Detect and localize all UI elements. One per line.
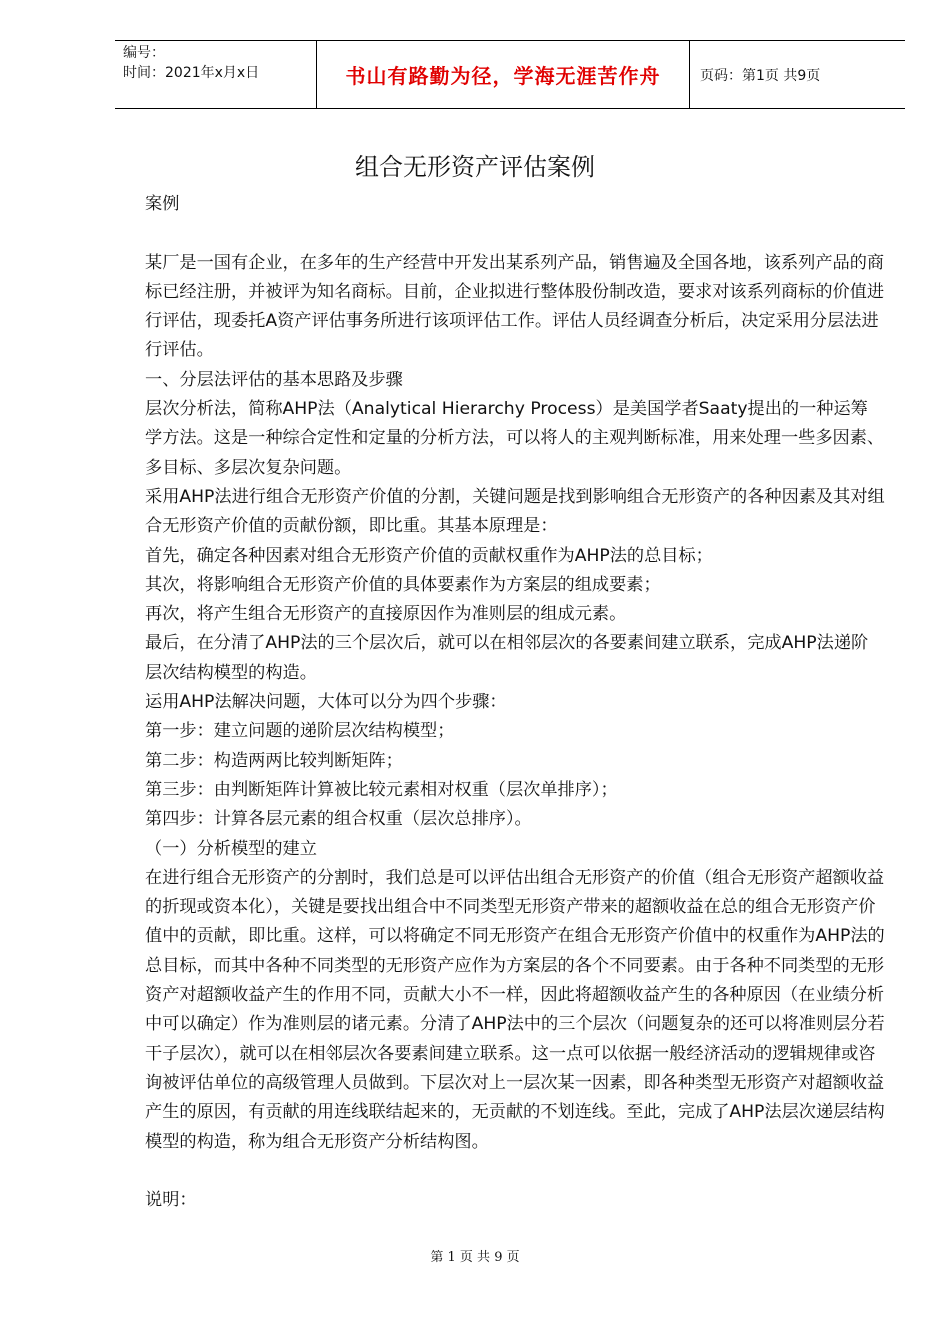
- paragraph: 其次，将影响组合无形资产价值的具体要素作为方案层的组成要素；: [145, 574, 661, 595]
- header-page-number: 页码：第1页 共9页: [700, 67, 821, 84]
- paragraph: 案例: [145, 194, 180, 214]
- paragraph: 运用AHP法解决问题，大体可以分为四个步骤：: [145, 692, 507, 713]
- header-meta: [115, 41, 316, 108]
- header-motto: 书山有路勤为径，学海无涯苦作舟: [316, 41, 690, 108]
- paragraph: 采用AHP法进行组合无形资产价值的分割，关键问题是找到影响组合无形资产的各种因素及其对组合无形资产价值的贡献份额，即比重。其基本原理是：: [145, 486, 885, 537]
- page-header: [115, 40, 905, 109]
- paragraph: 最后，在分清了AHP法的三个层次后，就可以在相邻层次的各要素间建立联系，完成AHP法递阶层次结构模型的构造。: [145, 633, 869, 683]
- paragraph: 首先，确定各种因素对组合无形资产价值的贡献权重作为AHP法的总目标；: [145, 545, 713, 566]
- document-number: 编号：: [123, 45, 165, 61]
- paragraph: 在进行组合无形资产的分割时，我们总是可以评估出组合无形资产的价值（组合无形资产超额收益的折现或资本化），关键是要找出组合中不同类型无形资产带来的超额收益在总的组合无形资产价值中的贡献，即比重。这样，可以将确定不同无形资产在组合无形资产价值中的权重作为AHP法的总目标，而其中各种不同类型的无形资产应作为方案层的各个不同要素。由于各种不同类型的无形资产对超额收益产生的作用不同，贡献大小不一样，因此将超额收益产生的各种原因（在业绩分析中可以确定）作为准则层的诸元素。分清了AHP法中的三个层次（问题复杂的还可以将准则层分若干子层次），就可以在相邻层次各要素间建立联系。这一点可以依据一般经济活动的逻辑规律或咨询被评估单位的高级管理人员做到。下层次对上一层次某一因素，即各种类型无形资产对超额收益产生的原因，有贡献的用连线联结起来的，无贡献的不划连线。至此，完成了AHP法层次递层结构模型的构造，称为组合无形资产分析结构图。: [145, 867, 885, 1152]
- section-heading: 一、分层法评估的基本思路及步骤: [145, 369, 403, 390]
- list-item: 第二步：构造两两比较判断矩阵；: [145, 750, 403, 771]
- paragraph: 某厂是一国有企业，在多年的生产经营中开发出某系列产品，销售遍及全国各地，该系列产品的商标已经注册，并被评为知名商标。目前，企业拟进行整体股份制改造，要求对该系列商标的价值进行评估，现委托A资产评估事务所进行该项评估工作。评估人员经调查分析后，决定采用分层法进行评估。: [145, 252, 885, 361]
- list-item: 第一步：建立问题的递阶层次结构模型；: [145, 721, 455, 742]
- paragraph: 说明：: [145, 1190, 197, 1211]
- blank-line: [145, 1157, 885, 1186]
- page-footer: 第 1 页 共 9 页: [430, 1250, 520, 1265]
- list-item: 第四步：计算各层元素的组合权重（层次总排序）。: [145, 809, 532, 830]
- document-title: 组合无形资产评估案例: [355, 153, 595, 181]
- subsection-heading: （一）分析模型的建立: [145, 838, 317, 859]
- paragraph: 层次分析法，简称AHP法（Analytical Hierarchy Process）是美国学者Saaty提出的一种运筹学方法。这是一种综合定性和定量的分析方法，可以将人的主观判断标准，用来处理一些多因素、多目标、多层次复杂问题。: [145, 399, 885, 478]
- paragraph: 再次，将产生组合无形资产的直接原因作为准则层的组成元素。: [145, 604, 627, 625]
- blank-line: [145, 219, 885, 248]
- list-item: 第三步：由判断矩阵计算被比较元素相对权重（层次单排序）；: [145, 779, 618, 800]
- document-time: 时间：2021年x月x日: [123, 65, 260, 81]
- document-body: [145, 190, 885, 1215]
